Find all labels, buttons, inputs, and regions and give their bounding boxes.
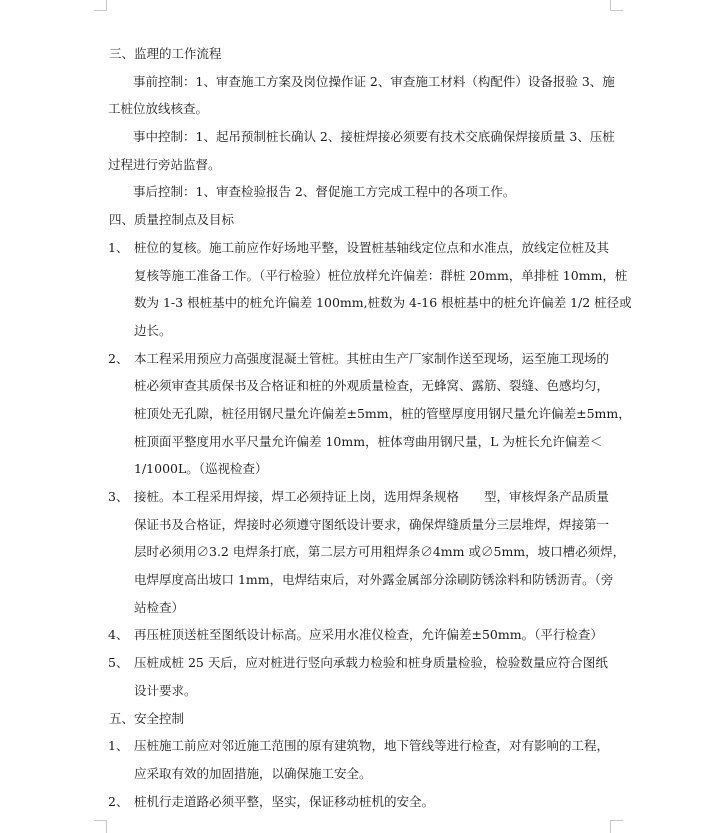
list-item xyxy=(108,483,626,621)
list-line: 层时必须用∅3.2 电焊条打底，第二层方可用粗焊条∅4mm 或∅5mm，坡口槽必须焊， xyxy=(134,544,626,560)
list-line: 本工程采用预应力高强度混凝土管桩。其桩由生产厂家制作送至现场，运至施工现场的 xyxy=(134,350,610,366)
paragraph-line: 事前控制：1、审查施工方案及岗位操作证 2、审查施工材料（构配件）设备报验 3、施 xyxy=(133,73,615,89)
list-item xyxy=(108,234,632,345)
list-line: 站检查） xyxy=(134,599,185,615)
list-line: 保证书及合格证，焊接时必须遵守图纸设计要求，确保焊缝质量分三层堆焊，焊接第一 xyxy=(134,516,610,532)
paragraph-line: 事后控制：1、审查检验报告 2、督促施工方完成工程中的各项工作。 xyxy=(133,184,516,200)
list-item xyxy=(108,345,631,483)
list-item xyxy=(108,732,608,787)
list-item xyxy=(108,788,608,816)
paragraph-line: 工桩位放线核查。 xyxy=(108,101,209,117)
list-line: 接桩。本工程采用焊接，焊工必须持证上岗，选用焊条规格 型，审核焊条产品质量 xyxy=(134,489,610,504)
list-item xyxy=(108,649,608,704)
paragraph-line: 过程进行旁站监督。 xyxy=(108,156,221,172)
list-line: 压桩成桩 25 天后，应对桩进行竖向承载力检验和桩身质量检验，检验数量应符合图纸 xyxy=(134,655,608,671)
paragraph xyxy=(108,178,608,206)
paragraph-line: 事中控制：1、起吊预制桩长确认 2、接桩焊接必须要有技术交底确保焊接质量 3、压桩 xyxy=(133,129,615,145)
list-number: 2、 xyxy=(108,793,129,809)
list-number: 3、 xyxy=(108,489,129,504)
list-line: 再压桩顶送桩至图纸设计标高。应采用水准仪检查，允许偏差±50mm。（平行检查） xyxy=(134,627,603,643)
crop-mark-top-right xyxy=(610,0,623,11)
list-line: 1/1000L。（巡视检查） xyxy=(134,461,268,477)
list-number: 1、 xyxy=(108,738,129,754)
list-line: 桩顶面平整度用水平尺量允许偏差 10mm，桩体弯曲用钢尺量，L 为桩长允许偏差＜ xyxy=(134,433,603,449)
list-line: 桩必须审查其质保书及合格证和桩的外观质量检查，无蜂窝、露筋、裂缝、色感均匀， xyxy=(134,378,610,394)
list-line: 桩位的复核。施工前应作好场地平整，设置桩基轴线定位点和水准点，放线定位桩及其 xyxy=(134,239,610,255)
list-line: 复核等施工准备工作。（平行检验）桩位放样允许偏差：群桩 20mm，单排桩 10mm，桩 xyxy=(134,267,628,283)
crop-mark-bottom-right xyxy=(610,820,623,833)
list-number: 2、 xyxy=(108,350,129,366)
list-line: 数为 1-3 根桩基中的桩允许偏差 100mm,桩数为 4-16 根桩基中的桩允许偏差 1/2 桩径或 xyxy=(134,295,632,311)
crop-mark-top-left xyxy=(94,0,107,11)
paragraph xyxy=(108,68,615,123)
section-heading: 五、安全控制 xyxy=(109,710,185,726)
section-heading: 三、监理的工作流程 xyxy=(109,46,222,61)
list-line: 桩顶处无孔隙，桩径用钢尺量允许偏差±5mm，桩的管壁厚度用钢尺量允许偏差±5mm， xyxy=(134,405,631,421)
section-heading: 四、质量控制点及目标 xyxy=(109,212,235,228)
list-line: 应采取有效的加固措施，以确保施工安全。 xyxy=(134,765,372,781)
list-number: 4、 xyxy=(108,627,129,643)
crop-mark-bottom-left xyxy=(94,820,107,833)
list-number: 1、 xyxy=(108,239,129,255)
list-line: 边长。 xyxy=(134,322,172,338)
list-line: 设计要求。 xyxy=(134,682,197,698)
list-line: 压桩施工前应对邻近施工范围的原有建筑物，地下管线等进行检查，对有影响的工程， xyxy=(134,738,610,754)
document-body xyxy=(108,40,632,815)
list-item xyxy=(108,621,608,649)
paragraph xyxy=(108,123,615,178)
list-line: 桩机行走道路必须平整，坚实，保证移动桩机的安全。 xyxy=(134,793,435,809)
list-number: 5、 xyxy=(108,655,129,671)
list-line: 电焊厚度高出坡口 1mm，电焊结束后，对外露金属部分涂刷防锈涂料和防锈沥青。（旁 xyxy=(134,572,614,588)
